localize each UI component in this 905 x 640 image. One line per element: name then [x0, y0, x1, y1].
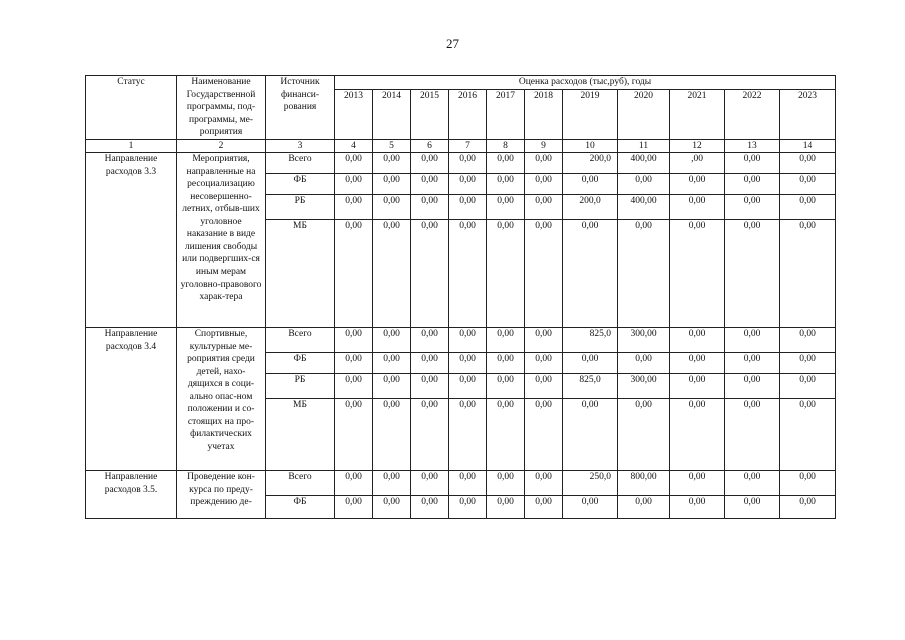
value-cell: 0,00 [670, 220, 725, 328]
column-number: 10 [563, 139, 618, 153]
value-cell: 0,00 [335, 496, 373, 519]
value-cell: 400,00 [618, 195, 670, 220]
value-cell: 800,00 [618, 471, 670, 496]
value-cell: 0,00 [725, 496, 780, 519]
value-cell: 300,00 [618, 328, 670, 353]
value-cell: 0,00 [335, 374, 373, 399]
value-cell: 0,00 [335, 220, 373, 328]
table-row [86, 328, 836, 353]
value-cell: 0,00 [780, 471, 836, 496]
value-cell: 0,00 [449, 471, 487, 496]
value-cell: 0,00 [373, 220, 411, 328]
value-cell: 0,00 [373, 496, 411, 519]
value-cell: 0,00 [487, 353, 525, 374]
column-number: 9 [525, 139, 563, 153]
value-cell: 825,0 [563, 374, 618, 399]
value-cell: 0,00 [373, 471, 411, 496]
value-cell: 0,00 [449, 496, 487, 519]
value-cell: 0,00 [525, 195, 563, 220]
header-year: 2022 [725, 89, 780, 139]
value-cell: 825,0 [563, 328, 618, 353]
funding-source: ФБ [266, 353, 335, 374]
value-cell: 0,00 [725, 374, 780, 399]
value-cell: 0,00 [780, 195, 836, 220]
value-cell: 0,00 [780, 353, 836, 374]
funding-source: РБ [266, 195, 335, 220]
section-name: Спортивные, культурные ме-роприятия среди детей, нахо-дящихся в соци-ально опас-ном положении и со-стоящих на про-филактических учетах [177, 328, 266, 471]
column-number: 11 [618, 139, 670, 153]
value-cell: 0,00 [335, 471, 373, 496]
value-cell: 0,00 [487, 399, 525, 471]
value-cell: 0,00 [618, 353, 670, 374]
value-cell: 0,00 [487, 153, 525, 174]
value-cell: 0,00 [725, 195, 780, 220]
value-cell: 0,00 [373, 195, 411, 220]
funding-source: Всего [266, 328, 335, 353]
value-cell: 0,00 [525, 496, 563, 519]
value-cell: 0,00 [335, 328, 373, 353]
value-cell: 0,00 [725, 328, 780, 353]
value-cell: 0,00 [411, 328, 449, 353]
header-year: 2020 [618, 89, 670, 139]
value-cell: 0,00 [670, 399, 725, 471]
section-name: Мероприятия, направленные на ресоциализацию несовершенно-летних, отбыв-ших уголовное наказание в виде лишения свободы или подвергших-ся иным мерам уголовно-правового харак-тера [177, 153, 266, 328]
value-cell: 0,00 [449, 399, 487, 471]
value-cell: 0,00 [780, 496, 836, 519]
value-cell: 200,0 [563, 195, 618, 220]
page-number: 27 [446, 36, 459, 51]
value-cell: 0,00 [411, 195, 449, 220]
value-cell: 300,00 [618, 374, 670, 399]
value-cell: 0,00 [373, 153, 411, 174]
value-cell: 0,00 [725, 174, 780, 195]
value-cell: 0,00 [670, 471, 725, 496]
value-cell: 0,00 [449, 220, 487, 328]
column-number: 7 [449, 139, 487, 153]
value-cell: 0,00 [449, 153, 487, 174]
value-cell: 0,00 [335, 353, 373, 374]
value-cell: 0,00 [487, 195, 525, 220]
value-cell: 0,00 [780, 328, 836, 353]
header-year: 2023 [780, 89, 836, 139]
value-cell: 0,00 [487, 174, 525, 195]
header-name: Наименование Государственной программы, под-программы, ме-роприятия [177, 76, 266, 140]
value-cell: 400,00 [618, 153, 670, 174]
funding-source: ФБ [266, 174, 335, 195]
value-cell: 0,00 [725, 153, 780, 174]
section-status: Направление расходов 3.3 [86, 153, 177, 328]
funding-source: МБ [266, 220, 335, 328]
value-cell: 0,00 [411, 220, 449, 328]
value-cell: 0,00 [618, 496, 670, 519]
value-cell: 0,00 [725, 399, 780, 471]
value-cell: 0,00 [780, 220, 836, 328]
value-cell: 0,00 [411, 496, 449, 519]
value-cell: 0,00 [725, 220, 780, 328]
value-cell: 0,00 [411, 471, 449, 496]
value-cell: 0,00 [335, 153, 373, 174]
section-status: Направление расходов 3.4 [86, 328, 177, 471]
table-row [86, 471, 836, 496]
funding-source: МБ [266, 399, 335, 471]
value-cell: 0,00 [411, 374, 449, 399]
value-cell: 0,00 [373, 374, 411, 399]
value-cell: 0,00 [411, 174, 449, 195]
column-number: 4 [335, 139, 373, 153]
value-cell: 0,00 [618, 174, 670, 195]
value-cell: 0,00 [670, 353, 725, 374]
value-cell: 0,00 [525, 353, 563, 374]
value-cell: 0,00 [563, 220, 618, 328]
value-cell: 0,00 [373, 353, 411, 374]
value-cell: 0,00 [725, 353, 780, 374]
funding-source: Всего [266, 153, 335, 174]
value-cell: 0,00 [725, 471, 780, 496]
header-year: 2018 [525, 89, 563, 139]
value-cell: 0,00 [563, 399, 618, 471]
budget-table [85, 75, 836, 519]
value-cell: 0,00 [487, 374, 525, 399]
value-cell: 0,00 [525, 471, 563, 496]
value-cell: 0,00 [487, 496, 525, 519]
value-cell: 0,00 [411, 153, 449, 174]
value-cell: 0,00 [563, 496, 618, 519]
value-cell: 0,00 [525, 374, 563, 399]
value-cell: 0,00 [525, 153, 563, 174]
value-cell: 0,00 [487, 328, 525, 353]
value-cell: 0,00 [670, 174, 725, 195]
header-source: Источник финанси-рования [266, 76, 335, 140]
value-cell: 0,00 [780, 374, 836, 399]
value-cell: 0,00 [373, 399, 411, 471]
header-status: Статус [86, 76, 177, 140]
header-estimate: Оценка расходов (тыс,руб), годы [335, 76, 836, 90]
value-cell: 0,00 [335, 399, 373, 471]
column-number: 5 [373, 139, 411, 153]
column-number: 14 [780, 139, 836, 153]
value-cell: 0,00 [670, 496, 725, 519]
value-cell: 0,00 [373, 174, 411, 195]
header-year: 2017 [487, 89, 525, 139]
value-cell: 0,00 [618, 399, 670, 471]
value-cell: 0,00 [525, 399, 563, 471]
value-cell: 0,00 [563, 174, 618, 195]
table-row [86, 153, 836, 174]
column-number: 2 [177, 139, 266, 153]
column-number: 13 [725, 139, 780, 153]
value-cell: 0,00 [780, 153, 836, 174]
funding-source: РБ [266, 374, 335, 399]
column-number: 1 [86, 139, 177, 153]
value-cell: 0,00 [487, 220, 525, 328]
value-cell: 0,00 [525, 220, 563, 328]
header-year: 2015 [411, 89, 449, 139]
section-status: Направление расходов 3.5. [86, 471, 177, 519]
value-cell: 0,00 [411, 399, 449, 471]
value-cell: 0,00 [449, 374, 487, 399]
column-number: 8 [487, 139, 525, 153]
value-cell: 0,00 [373, 328, 411, 353]
value-cell: ,00 [670, 153, 725, 174]
value-cell: 0,00 [525, 328, 563, 353]
value-cell: 200,0 [563, 153, 618, 174]
value-cell: 0,00 [780, 174, 836, 195]
value-cell: 0,00 [618, 220, 670, 328]
value-cell: 0,00 [670, 328, 725, 353]
value-cell: 0,00 [335, 195, 373, 220]
header-year: 2013 [335, 89, 373, 139]
value-cell: 0,00 [449, 328, 487, 353]
value-cell: 0,00 [449, 195, 487, 220]
value-cell: 0,00 [487, 471, 525, 496]
value-cell: 0,00 [780, 399, 836, 471]
value-cell: 250,0 [563, 471, 618, 496]
section-name: Проведение кон-курса по преду-преждению де- [177, 471, 266, 519]
value-cell: 0,00 [670, 374, 725, 399]
value-cell: 0,00 [670, 195, 725, 220]
funding-source: Всего [266, 471, 335, 496]
value-cell: 0,00 [449, 174, 487, 195]
header-year: 2019 [563, 89, 618, 139]
value-cell: 0,00 [525, 174, 563, 195]
funding-source: ФБ [266, 496, 335, 519]
header-year: 2021 [670, 89, 725, 139]
value-cell: 0,00 [335, 174, 373, 195]
column-number: 12 [670, 139, 725, 153]
value-cell: 0,00 [449, 353, 487, 374]
column-number: 3 [266, 139, 335, 153]
value-cell: 0,00 [411, 353, 449, 374]
header-year: 2014 [373, 89, 411, 139]
header-year: 2016 [449, 89, 487, 139]
value-cell: 0,00 [563, 353, 618, 374]
column-number: 6 [411, 139, 449, 153]
